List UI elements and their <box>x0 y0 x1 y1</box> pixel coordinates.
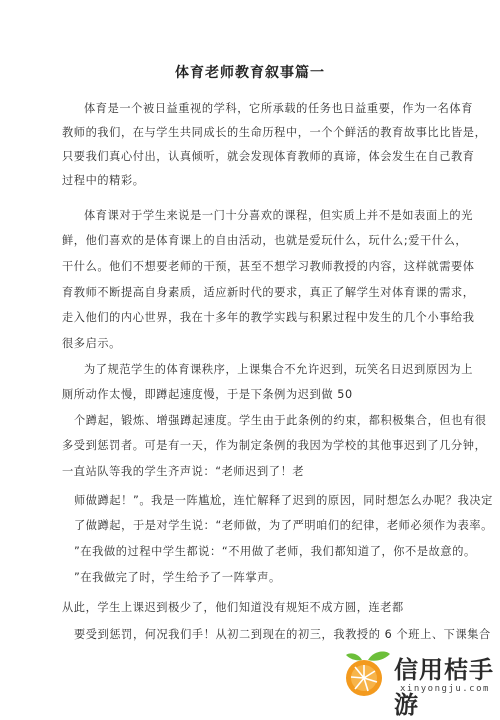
paragraph-line: 教师的我们，在与学生共同成长的生命历程中，一个个鲜活的教育故事比比皆是， <box>62 126 487 139</box>
orange-logo-icon <box>338 644 394 700</box>
paragraph-line: 多受到惩罚者。可是有一天，作为制定条例的我因为学校的其他事迟到了几分钟， <box>62 439 487 452</box>
watermark-url: xinyongju.com <box>400 684 490 694</box>
paragraph-line: 厕所动作太慢，即蹲起速度慢，于是下条例为迟到做 50 <box>62 388 353 401</box>
watermark-brand: 信用桔手游 <box>394 656 494 719</box>
paragraph-line: 体育课对于学生来说是一门十分喜欢的课程，但实质上并不是如表面上的光 <box>84 209 473 222</box>
paragraph-line: 干什么。他们不想要老师的干预，甚至不想学习教师教授的内容，这样就需要体 <box>62 260 475 273</box>
paragraph-line: 很多启示。 <box>62 337 121 350</box>
paragraph-line: 育教师不断提高自身素质，适应新时代的要求，真正了解学生对体育课的需求， <box>62 286 475 299</box>
paragraph-line: 个蹲起，锻炼、增强蹲起速度。学生由于此条例的约束，都积极集合，但也有很 <box>74 414 487 427</box>
paragraph-line: 过程中的精彩。 <box>62 174 145 187</box>
document-title: 体育老师教育叙事篇一 <box>175 65 325 81</box>
paragraph-line: 要受到惩罚，何况我们手！从初二到现在的初三，我教授的 6 个班上、下课集合 <box>74 628 491 641</box>
paragraph-line: 从此，学生上课迟到极少了，他们知道没有规矩不成方圆，连老都 <box>62 601 404 614</box>
paragraph-line: 鲜，他们喜欢的是体育课上的自由活动，也就是爱玩什么，玩什么;爱干什么， <box>62 234 468 247</box>
watermark <box>338 640 496 719</box>
paragraph-line: ”在我做完了时，学生给予了一阵掌声。 <box>74 571 281 584</box>
paragraph-line: 只要我们真心付出，认真倾听，就会发现体育教师的真谛，体会发生在自己教育 <box>62 150 475 163</box>
paragraph-line: 了做蹲起，于是对学生说：“老师做，为了严明咱们的纪律，老师必须作为表率。 <box>74 519 493 532</box>
paragraph-line: 一直站队等我的学生齐声说：“老师迟到了！老 <box>62 465 305 478</box>
paragraph-line: ”在我做的过程中学生都说：“不用做了老师，我们都知道了，你不是故意的。 <box>74 545 476 558</box>
paragraph-line: 体育是一个被日益重视的学科，它所承载的任务也日益重要，作为一名体育 <box>84 102 473 115</box>
paragraph-line: 走入他们的内心世界，我在十多年的教学实践与积累过程中发生的几个小事给我 <box>62 311 475 324</box>
paragraph-line: 师做蹲起！”。我是一阵尴尬，连忙解释了迟到的原因，同时想怎么办呢？我决定 <box>74 494 493 507</box>
paragraph-line: 为了规范学生的体育课秩序，上课集合不允许迟到，玩笑名日迟到原因为上 <box>84 363 473 376</box>
